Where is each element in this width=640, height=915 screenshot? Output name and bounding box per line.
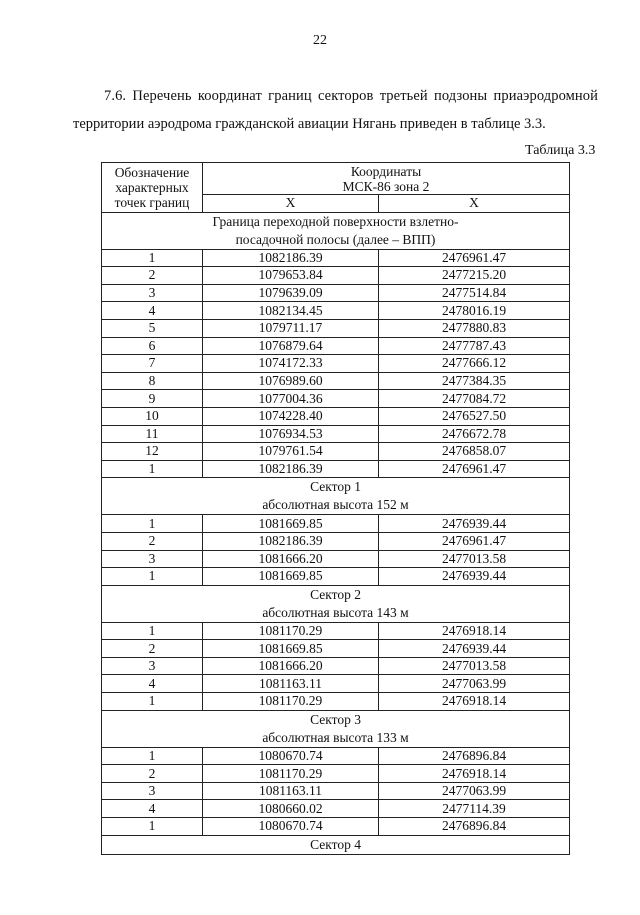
point-number-cell: 1	[102, 460, 203, 478]
point-number-cell: 1	[102, 693, 203, 711]
table-row	[102, 425, 570, 443]
x-coordinate-cell: 1076934.53	[203, 425, 379, 443]
section-title	[102, 585, 570, 622]
point-number-cell: 8	[102, 372, 203, 390]
point-number-cell: 3	[102, 657, 203, 675]
page-number: 22	[313, 33, 327, 48]
x-coordinate-cell: 1081669.85	[203, 640, 379, 658]
y-coordinate-cell: 2476918.14	[379, 622, 570, 640]
x-coordinate-cell: 1081669.85	[203, 568, 379, 586]
section-title	[102, 710, 570, 747]
x-coordinate-cell: 1081170.29	[203, 693, 379, 711]
point-number-cell: 9	[102, 390, 203, 408]
point-number-cell: 3	[102, 284, 203, 302]
y-coordinate-cell: 2476527.50	[379, 407, 570, 425]
coordinates-table	[101, 162, 570, 855]
section-title-line: Сектор 1	[310, 479, 361, 495]
y-coordinate-cell: 2476961.47	[379, 249, 570, 267]
header-line: Координаты	[350, 164, 422, 179]
y-coordinate-cell: 2476939.44	[379, 640, 570, 658]
y-coordinate-cell: 2477880.83	[379, 319, 570, 337]
table-row	[102, 515, 570, 533]
section-title-line: Сектор 4	[310, 836, 361, 852]
table-row	[102, 355, 570, 373]
header-line: МСК-86 зона 2	[342, 179, 430, 194]
point-number-cell: 1	[102, 747, 203, 765]
table-row	[102, 319, 570, 337]
table-row	[102, 568, 570, 586]
intro-paragraph-line-2: территории аэродрома гражданской авиации Нягань приведен в таблице 3.3.	[73, 116, 546, 132]
point-number-cell: 7	[102, 355, 203, 373]
point-number-cell: 2	[102, 267, 203, 285]
x-coordinate-cell: 1082186.39	[203, 460, 379, 478]
point-number-cell: 6	[102, 337, 203, 355]
section-header-row	[102, 212, 570, 249]
section-header-row	[102, 478, 570, 515]
y-coordinate-cell: 2476961.47	[379, 460, 570, 478]
table-row	[102, 782, 570, 800]
table-row	[102, 337, 570, 355]
table-row	[102, 693, 570, 711]
section-title-line: абсолютная высота 152 м	[262, 497, 409, 513]
x-coordinate-cell: 1081666.20	[203, 550, 379, 568]
x-coordinate-cell: 1080670.74	[203, 818, 379, 836]
point-number-cell: 4	[102, 302, 203, 320]
x-coordinate-cell: 1076879.64	[203, 337, 379, 355]
section-header-row	[102, 835, 570, 854]
point-number-cell: 2	[102, 765, 203, 783]
table-row	[102, 249, 570, 267]
header-line: Обозначение	[114, 165, 190, 181]
x-coordinate-cell: 1074228.40	[203, 407, 379, 425]
x-coordinate-cell: 1077004.36	[203, 390, 379, 408]
x-coordinate-cell: 1081669.85	[203, 515, 379, 533]
table-row	[102, 550, 570, 568]
x-coordinate-cell: 1081170.29	[203, 622, 379, 640]
table-row	[102, 407, 570, 425]
x-coordinate-cell: 1081163.11	[203, 782, 379, 800]
intro-paragraph-line-1: 7.6. Перечень координат границ секторов третьей подзоны приаэродромной	[104, 88, 598, 104]
y-coordinate-cell: 2477063.99	[379, 782, 570, 800]
y-coordinate-cell: 2476939.44	[379, 568, 570, 586]
table-row	[102, 622, 570, 640]
section-title-line: Граница переходной поверхности взлетно-	[212, 213, 459, 229]
y-coordinate-cell: 2476939.44	[379, 515, 570, 533]
section-header-row	[102, 710, 570, 747]
point-number-cell: 2	[102, 532, 203, 550]
table-row	[102, 800, 570, 818]
table-row	[102, 390, 570, 408]
table-row	[102, 302, 570, 320]
y-coordinate-cell: 2476672.78	[379, 425, 570, 443]
point-number-cell: 3	[102, 550, 203, 568]
point-number-cell: 1	[102, 622, 203, 640]
x-coordinate-cell: 1080670.74	[203, 747, 379, 765]
x-coordinate-cell: 1081666.20	[203, 657, 379, 675]
x-coordinate-cell: 1080660.02	[203, 800, 379, 818]
point-number-cell: 1	[102, 818, 203, 836]
table-row	[102, 443, 570, 461]
y-coordinate-cell: 2477084.72	[379, 390, 570, 408]
point-number-cell: 2	[102, 640, 203, 658]
point-number-cell: 3	[102, 782, 203, 800]
table-row	[102, 532, 570, 550]
x-coordinate-cell: 1082134.45	[203, 302, 379, 320]
table-row	[102, 657, 570, 675]
coordinates-header	[203, 163, 570, 195]
point-number-cell: 4	[102, 800, 203, 818]
y-coordinate-cell: 2477114.39	[379, 800, 570, 818]
point-number-cell: 1	[102, 515, 203, 533]
y-coordinate-cell: 2477384.35	[379, 372, 570, 390]
point-number-cell: 4	[102, 675, 203, 693]
x-coordinate-cell: 1081170.29	[203, 765, 379, 783]
x-coordinate-cell: 1076989.60	[203, 372, 379, 390]
y-coordinate-cell: 2478016.19	[379, 302, 570, 320]
y-coordinate-cell: 2476918.14	[379, 693, 570, 711]
table-row	[102, 818, 570, 836]
table-caption: Таблица 3.3	[525, 143, 596, 158]
table-row	[102, 765, 570, 783]
y-coordinate-cell: 2477215.20	[379, 267, 570, 285]
point-number-cell: 12	[102, 443, 203, 461]
section-title	[102, 835, 570, 854]
table-row	[102, 640, 570, 658]
point-number-cell: 1	[102, 249, 203, 267]
y-coordinate-cell: 2477013.58	[379, 657, 570, 675]
x-coordinate-cell: 1079711.17	[203, 319, 379, 337]
section-title-line: абсолютная высота 143 м	[262, 604, 409, 620]
x-coordinate-cell: 1082186.39	[203, 532, 379, 550]
y-column-header: X	[379, 195, 570, 213]
section-title	[102, 478, 570, 515]
section-title-line: посадочной полосы (далее – ВПП)	[235, 231, 436, 247]
y-coordinate-cell: 2477063.99	[379, 675, 570, 693]
table-row	[102, 267, 570, 285]
table-row	[102, 460, 570, 478]
x-coordinate-cell: 1079761.54	[203, 443, 379, 461]
table-row	[102, 284, 570, 302]
point-number-cell: 11	[102, 425, 203, 443]
section-title-line: Сектор 2	[310, 586, 361, 602]
y-coordinate-cell: 2476918.14	[379, 765, 570, 783]
y-coordinate-cell: 2476896.84	[379, 747, 570, 765]
header-line: характерных	[115, 180, 189, 196]
x-coordinate-cell: 1079653.84	[203, 267, 379, 285]
y-coordinate-cell: 2477514.84	[379, 284, 570, 302]
x-coordinate-cell: 1079639.09	[203, 284, 379, 302]
point-designation-header	[102, 163, 203, 213]
section-title	[102, 212, 570, 249]
header-line: точек границ	[114, 195, 190, 211]
section-title-line: абсолютная высота 133 м	[262, 729, 409, 745]
table-row	[102, 747, 570, 765]
y-coordinate-cell: 2476961.47	[379, 532, 570, 550]
coordinates-table-body	[102, 212, 570, 854]
y-coordinate-cell: 2477787.43	[379, 337, 570, 355]
x-column-header: X	[203, 195, 379, 213]
table-row	[102, 372, 570, 390]
table-row	[102, 675, 570, 693]
section-title-line: Сектор 3	[310, 711, 361, 727]
x-coordinate-cell: 1082186.39	[203, 249, 379, 267]
y-coordinate-cell: 2476896.84	[379, 818, 570, 836]
y-coordinate-cell: 2477666.12	[379, 355, 570, 373]
point-number-cell: 10	[102, 407, 203, 425]
section-header-row	[102, 585, 570, 622]
x-coordinate-cell: 1074172.33	[203, 355, 379, 373]
point-number-cell: 5	[102, 319, 203, 337]
y-coordinate-cell: 2476858.07	[379, 443, 570, 461]
x-coordinate-cell: 1081163.11	[203, 675, 379, 693]
y-coordinate-cell: 2477013.58	[379, 550, 570, 568]
point-number-cell: 1	[102, 568, 203, 586]
